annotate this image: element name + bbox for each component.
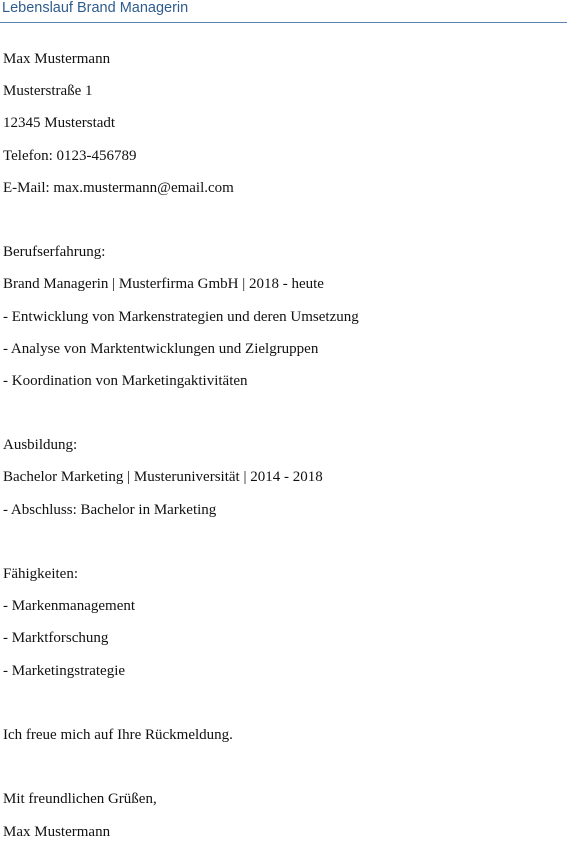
experience-item: - Koordination von Marketingaktivitäten — [3, 372, 248, 389]
skills-item: - Markenmanagement — [3, 598, 136, 615]
experience-heading: Berufserfahrung: — [3, 244, 106, 261]
spacer — [3, 692, 563, 724]
skills-item: - Marktforschung — [3, 630, 109, 647]
closing-message: Ich freue mich auf Ihre Rückmeldung. — [3, 726, 233, 743]
contact-name: Max Mustermann — [3, 51, 111, 67]
education-item: - Abschluss: Bachelor in Marketing — [3, 501, 217, 518]
contact-street: Musterstraße 1 — [3, 83, 93, 100]
spacer — [3, 209, 563, 241]
skills-item: - Marketingstrategie — [3, 662, 126, 679]
experience-item: - Analyse von Marktentwicklungen und Zielgruppen — [3, 340, 319, 357]
closing-signature: Max Mustermann — [3, 823, 111, 840]
spacer — [3, 402, 563, 434]
spacer — [3, 756, 563, 788]
document-title: Lebenslauf Brand Managerin — [2, 0, 189, 16]
education-degree: Bachelor Marketing | Musteruniversität | 2014 - 2018 — [3, 469, 323, 486]
experience-position: Brand Managerin | Musterfirma GmbH | 2018 - heute — [3, 276, 324, 293]
skills-heading: Fähigkeiten: — [3, 566, 78, 582]
document-body — [3, 48, 563, 853]
document-header — [0, 0, 567, 23]
contact-phone: Telefon: 0123-456789 — [3, 147, 137, 164]
experience-item: - Entwicklung von Markenstrategien und deren Umsetzung — [3, 308, 359, 325]
contact-email: E-Mail: max.mustermann@email.com — [3, 179, 234, 196]
closing-greeting: Mit freundlichen Grüßen, — [3, 791, 157, 808]
spacer — [3, 531, 563, 563]
contact-city: 12345 Musterstadt — [3, 115, 116, 132]
education-heading: Ausbildung: — [3, 437, 78, 454]
